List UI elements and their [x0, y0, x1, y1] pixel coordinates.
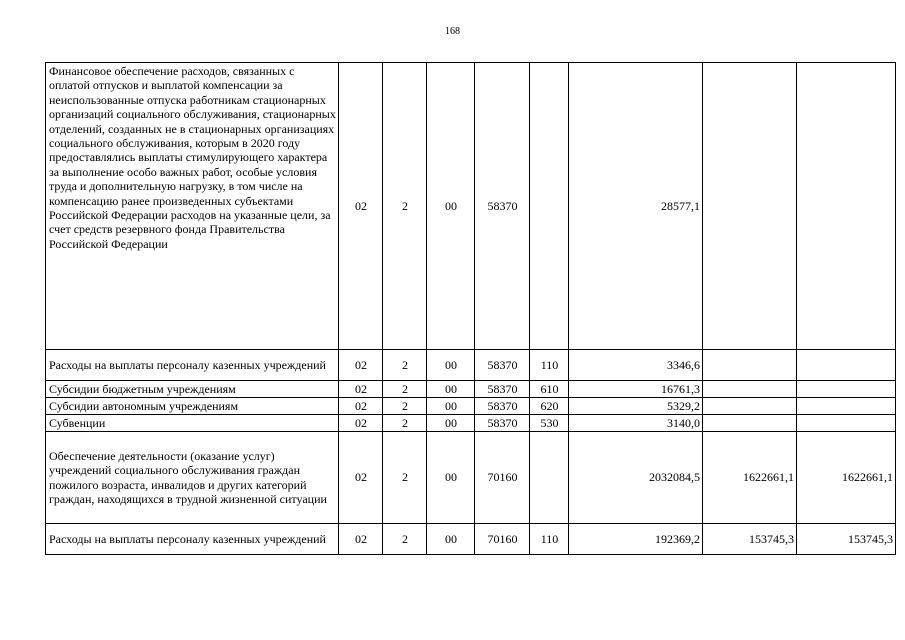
sum-1-cell: 2032084,5	[569, 432, 703, 524]
section-cell: 02	[339, 415, 383, 432]
program-cell: 2	[383, 398, 427, 415]
sum-2-cell	[703, 381, 797, 398]
sum-1-cell: 3346,6	[569, 350, 703, 381]
budget-table	[45, 62, 896, 555]
row-name-cell: Субсидии бюджетным учреждениям	[46, 381, 339, 398]
section-cell: 02	[339, 398, 383, 415]
row-name-cell: Расходы на выплаты персоналу казенных учреждений	[46, 350, 339, 381]
subprogram-cell: 00	[427, 432, 475, 524]
sum-3-cell	[797, 398, 896, 415]
sum-1-cell: 3140,0	[569, 415, 703, 432]
sum-2-cell: 1622661,1	[703, 432, 797, 524]
sum-1-cell: 192369,2	[569, 524, 703, 555]
table-row	[46, 415, 896, 432]
target-code-cell: 58370	[475, 63, 530, 350]
program-cell: 2	[383, 350, 427, 381]
section-cell: 02	[339, 350, 383, 381]
table-row	[46, 350, 896, 381]
program-cell: 2	[383, 63, 427, 350]
sum-2-cell	[703, 63, 797, 350]
sum-1-cell: 28577,1	[569, 63, 703, 350]
sum-1-cell: 5329,2	[569, 398, 703, 415]
subprogram-cell: 00	[427, 524, 475, 555]
expense-type-cell: 530	[530, 415, 569, 432]
target-code-cell: 70160	[475, 432, 530, 524]
expense-type-cell: 610	[530, 381, 569, 398]
sum-2-cell	[703, 415, 797, 432]
expense-type-cell	[530, 432, 569, 524]
subprogram-cell: 00	[427, 398, 475, 415]
subprogram-cell: 00	[427, 381, 475, 398]
program-cell: 2	[383, 432, 427, 524]
sum-3-cell	[797, 63, 896, 350]
program-cell: 2	[383, 524, 427, 555]
sum-2-cell	[703, 350, 797, 381]
sum-2-cell	[703, 398, 797, 415]
target-code-cell: 70160	[475, 524, 530, 555]
target-code-cell: 58370	[475, 415, 530, 432]
target-code-cell: 58370	[475, 350, 530, 381]
row-name-cell: Субсидии автономным учреждениям	[46, 398, 339, 415]
row-name-cell: Обеспечение деятельности (оказание услуг) учреждений социального обслуживания граждан пожилого возраста, инвалидов и других категорий граждан, находящихся в трудной жизненной ситуации	[46, 432, 339, 524]
section-cell: 02	[339, 63, 383, 350]
table-row	[46, 398, 896, 415]
table-row	[46, 524, 896, 555]
table-row	[46, 63, 896, 350]
program-cell: 2	[383, 381, 427, 398]
table-row	[46, 432, 896, 524]
table-row	[46, 381, 896, 398]
sum-3-cell: 153745,3	[797, 524, 896, 555]
sum-3-cell	[797, 415, 896, 432]
sum-2-cell: 153745,3	[703, 524, 797, 555]
page-number: 168	[445, 26, 460, 37]
row-name-cell: Финансовое обеспечение расходов, связанных с оплатой отпусков и выплатой компенсации за неиспользованные отпуска работникам стационарных организаций социального обслуживания, стационарных отделений, созданных не в стационарных организациях социального обслуживания, которым в 2020 году предоставлялись выплаты стимулирующего характера за выполнение особо важных работ, особые условия труда и дополнительную нагрузку, в том числе на компенсацию ранее произведенных субъектами Российской Федерации расходов на указанные цели, за счет средств резервного фонда Правительства Российской Федерации	[46, 63, 339, 350]
sum-3-cell	[797, 381, 896, 398]
subprogram-cell: 00	[427, 350, 475, 381]
sum-3-cell	[797, 350, 896, 381]
section-cell: 02	[339, 432, 383, 524]
section-cell: 02	[339, 524, 383, 555]
expense-type-cell: 110	[530, 350, 569, 381]
target-code-cell: 58370	[475, 398, 530, 415]
subprogram-cell: 00	[427, 415, 475, 432]
expense-type-cell: 620	[530, 398, 569, 415]
target-code-cell: 58370	[475, 381, 530, 398]
program-cell: 2	[383, 415, 427, 432]
sum-1-cell: 16761,3	[569, 381, 703, 398]
subprogram-cell: 00	[427, 63, 475, 350]
expense-type-cell: 110	[530, 524, 569, 555]
section-cell: 02	[339, 381, 383, 398]
row-name-cell: Расходы на выплаты персоналу казенных учреждений	[46, 524, 339, 555]
sum-3-cell: 1622661,1	[797, 432, 896, 524]
expense-type-cell	[530, 63, 569, 350]
row-name-cell: Субвенции	[46, 415, 339, 432]
